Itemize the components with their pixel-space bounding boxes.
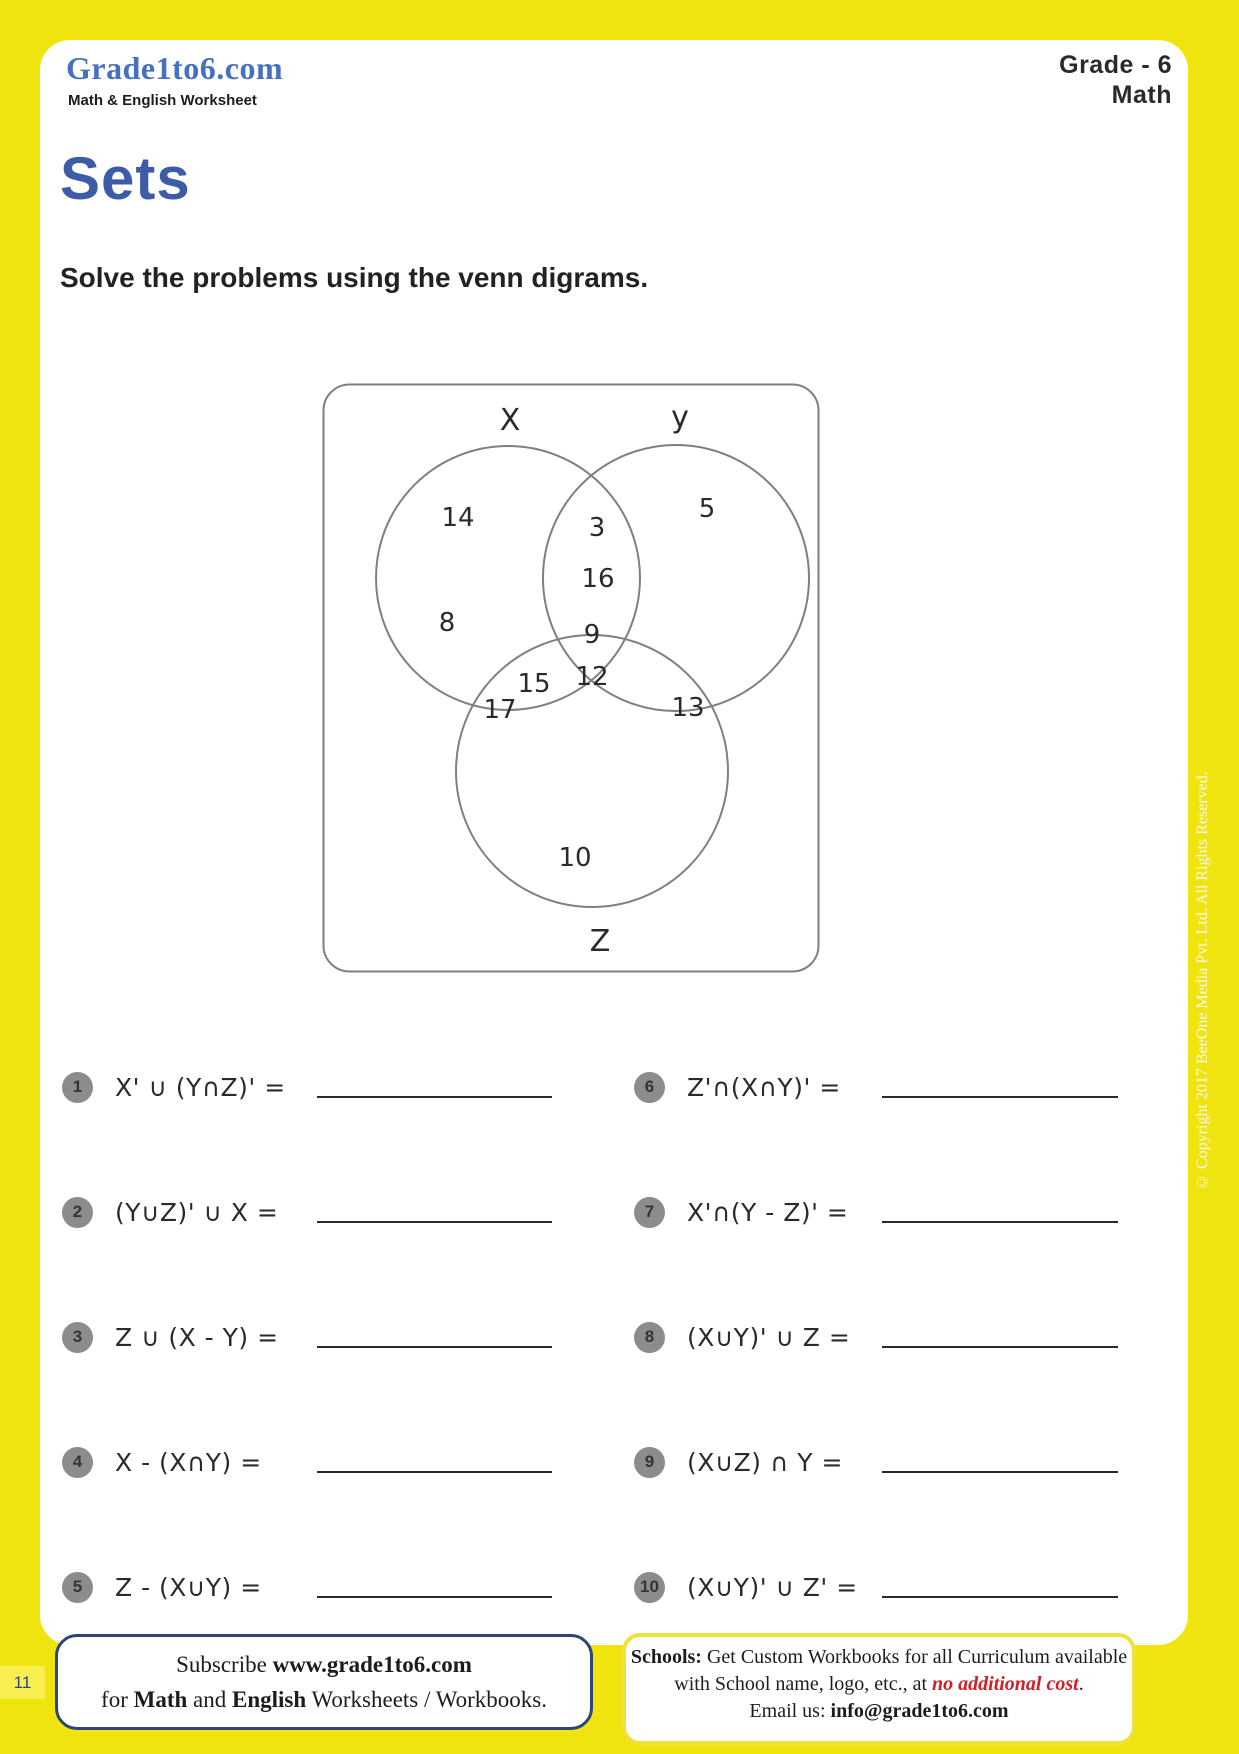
problem-4-number-badge: 4 xyxy=(62,1447,93,1478)
answer-blank-9 xyxy=(882,1471,1118,1473)
answer-blank-6 xyxy=(882,1096,1118,1098)
answer-blank-1 xyxy=(317,1096,552,1098)
grade-label: Grade - 6 xyxy=(1059,51,1172,79)
region-value-x-only-bottom: 8 xyxy=(438,608,456,638)
problem-8-expression: (X∪Y)' ∪ Z = xyxy=(687,1322,851,1352)
email-label: Email us: xyxy=(749,1700,831,1722)
region-value-xy-bottom: 16 xyxy=(581,564,615,594)
region-value-xy-top: 3 xyxy=(588,513,606,543)
subscribe-for: for xyxy=(101,1687,134,1712)
problem-3 xyxy=(62,1320,279,1354)
email-address: info@grade1to6.com xyxy=(830,1700,1009,1722)
problem-6-expression: Z'∩(X∩Y)' = xyxy=(687,1072,841,1102)
answer-blank-4 xyxy=(317,1471,552,1473)
schools-line-3 xyxy=(626,1698,1132,1725)
problem-1 xyxy=(62,1070,286,1104)
grade-subject-block xyxy=(1059,50,1172,110)
label-set-x: X xyxy=(499,403,521,438)
schools-label: Schools: xyxy=(630,1646,702,1668)
schools-period: . xyxy=(1078,1673,1084,1695)
problem-8 xyxy=(634,1320,850,1354)
page-number: 11 xyxy=(0,1666,45,1699)
problem-6-number-badge: 6 xyxy=(634,1072,665,1103)
logo-tagline: Math & English Worksheet xyxy=(68,92,257,109)
subscribe-box xyxy=(55,1634,593,1730)
region-value-xyz-bottom: 12 xyxy=(575,662,609,692)
logo-text: Grade1to6.com xyxy=(66,50,284,86)
schools-offer: Get Custom Workbooks for all Curriculum available xyxy=(701,1646,1128,1668)
label-set-y: y xyxy=(671,400,689,435)
problem-7-expression: X'∩(Y - Z)' = xyxy=(687,1197,849,1227)
label-set-z: Z xyxy=(589,924,611,959)
problem-3-number-badge: 3 xyxy=(62,1322,93,1353)
problem-9-number-badge: 9 xyxy=(634,1447,665,1478)
region-value-xz-bottom: 17 xyxy=(483,695,517,725)
schools-line-1 xyxy=(626,1644,1132,1671)
problem-5 xyxy=(62,1570,262,1604)
subscribe-text: Subscribe xyxy=(176,1652,273,1677)
answer-blank-2 xyxy=(317,1221,552,1223)
problem-5-number-badge: 5 xyxy=(62,1572,93,1603)
problem-10-expression: (X∪Y)' ∪ Z' = xyxy=(687,1572,858,1602)
subject-label: Math xyxy=(1111,81,1172,109)
answer-blank-10 xyxy=(882,1596,1118,1598)
schools-box xyxy=(622,1633,1136,1745)
region-value-x-only-top: 14 xyxy=(441,503,475,533)
subscribe-url: www.grade1to6.com xyxy=(272,1652,472,1677)
problem-9-expression: (X∪Z) ∩ Y = xyxy=(687,1447,843,1477)
subscribe-and: and xyxy=(187,1687,233,1712)
no-additional-cost-text: no additional cost xyxy=(932,1673,1079,1695)
problem-9 xyxy=(634,1445,843,1479)
instruction-text: Solve the problems using the venn digrams. xyxy=(60,262,649,293)
problem-10-number-badge: 10 xyxy=(634,1572,665,1603)
problem-5-expression: Z - (X∪Y) = xyxy=(115,1572,262,1602)
region-value-xz-top: 15 xyxy=(517,669,551,699)
problem-2-number-badge: 2 xyxy=(62,1197,93,1228)
problem-1-expression: X' ∪ (Y∩Z)' = xyxy=(115,1072,286,1102)
page-title: Sets xyxy=(60,145,191,212)
problem-7 xyxy=(634,1195,848,1229)
answer-blank-7 xyxy=(882,1221,1118,1223)
venn-diagram xyxy=(322,383,820,973)
subscribe-english: English xyxy=(232,1687,307,1712)
schools-detail: with School name, logo, etc., at xyxy=(674,1673,933,1695)
problem-2 xyxy=(62,1195,278,1229)
venn-border-box xyxy=(324,385,819,972)
schools-line-2 xyxy=(626,1671,1132,1698)
answer-blank-3 xyxy=(317,1346,552,1348)
problem-7-number-badge: 7 xyxy=(634,1197,665,1228)
problem-2-expression: (Y∪Z)' ∪ X = xyxy=(115,1197,279,1227)
copyright-text: © Copyright 2017 BeeOne Media Pvt. Ltd. All Rights Reserved. xyxy=(1194,771,1211,1190)
answer-blank-8 xyxy=(882,1346,1118,1348)
region-value-xyz-top: 9 xyxy=(583,620,601,650)
subscribe-line-2 xyxy=(58,1682,590,1717)
problem-4-expression: X - (X∩Y) = xyxy=(115,1447,262,1477)
subscribe-worksheets: Worksheets / Workbooks. xyxy=(306,1687,547,1712)
region-value-z-only: 10 xyxy=(558,843,592,873)
problem-4 xyxy=(62,1445,262,1479)
problem-3-expression: Z ∪ (X - Y) = xyxy=(115,1322,279,1352)
problem-6 xyxy=(634,1070,841,1104)
region-value-yz: 13 xyxy=(671,693,705,723)
problem-10 xyxy=(634,1570,858,1604)
problem-8-number-badge: 8 xyxy=(634,1322,665,1353)
subscribe-line-1 xyxy=(58,1647,590,1682)
region-value-y-only: 5 xyxy=(698,494,716,524)
problem-1-number-badge: 1 xyxy=(62,1072,93,1103)
subscribe-math: Math xyxy=(133,1687,188,1712)
answer-blank-5 xyxy=(317,1596,552,1598)
